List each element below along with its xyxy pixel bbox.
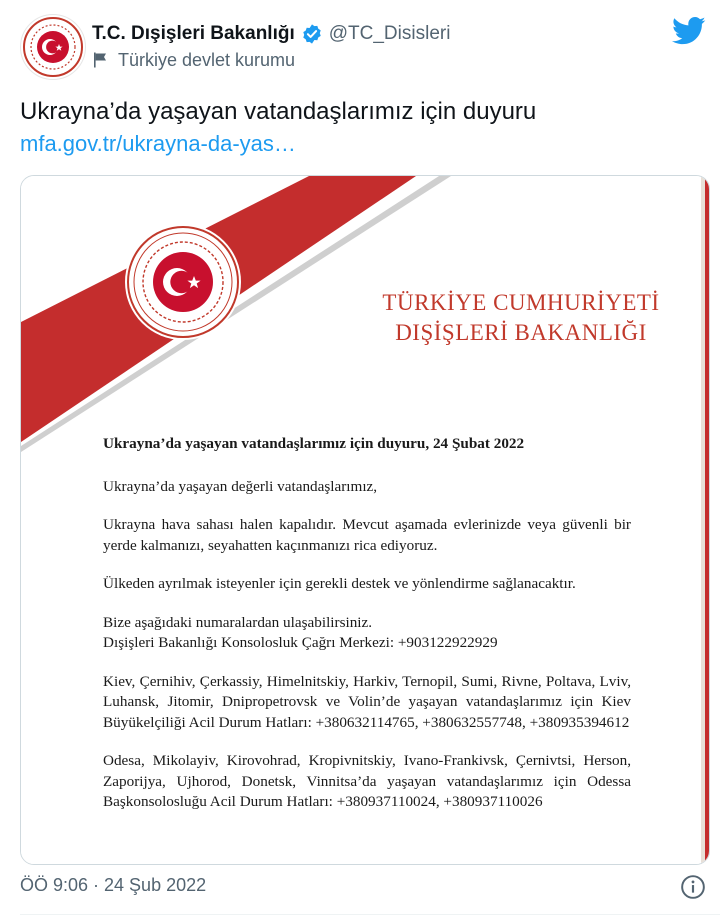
avatar[interactable] bbox=[20, 14, 86, 80]
flag-icon bbox=[92, 51, 110, 69]
author-row bbox=[92, 20, 450, 48]
tweet-timestamp[interactable]: ÖÖ 9:06 · 24 Şub 2022 bbox=[20, 875, 207, 895]
ministry-heading-line2: DIŞİŞLERİ BAKANLIĞI bbox=[395, 320, 647, 345]
document-paragraph: Ukrayna’da yaşayan değerli vatandaşlarımız, bbox=[103, 477, 378, 495]
tweet-media-card[interactable] bbox=[20, 175, 710, 865]
ministry-seal-icon bbox=[21, 15, 85, 79]
document-paragraph: Dışişleri Bakanlığı Konsolosluk Çağrı Merkezi: +903122922929 bbox=[103, 634, 498, 651]
ministry-heading-line1: TÜRKİYE CUMHURİYETİ bbox=[382, 290, 660, 315]
ministry-seal-icon bbox=[125, 224, 241, 340]
divider bbox=[20, 914, 720, 915]
twitter-bird-icon[interactable] bbox=[672, 16, 706, 46]
document-paragraph: Ukrayna hava sahası halen kapalıdır. Mevcut aşamada evlerinizde veya güvenli bir yerde kalmanızı, seyahatten kaçınmanızı rica ediyoruz. bbox=[103, 516, 631, 554]
document-edge-stripe bbox=[705, 176, 709, 864]
announcement-document bbox=[21, 176, 705, 864]
verified-badge-icon bbox=[301, 23, 323, 45]
tweet-text: Ukrayna’da yaşayan vatandaşlarımız için duyuru bbox=[20, 98, 537, 125]
document-paragraph: Bize aşağıdaki numaralardan ulaşabilirsiniz. bbox=[103, 613, 373, 631]
info-icon[interactable] bbox=[680, 874, 706, 900]
display-name[interactable]: T.C. Dışişleri Bakanlığı bbox=[92, 23, 295, 44]
document-paragraph: Kiev, Çernihiv, Çerkassiy, Himelnitskiy, Harkiv, Ternopil, Sumi, Rivne, Poltava, Lviv, Luhansk, Jitomir, Dnipropetrovsk ve Volin’de yaşayan vatandaşlarımız için Kiev Büyükelçiliği Acil Durum Hatları: +380632114765, +380632557748, +380935394612 bbox=[103, 672, 631, 731]
document-paragraph: Ülkeden ayrılmak isteyenler için gerekli destek ve yönlendirme sağlanacaktır. bbox=[103, 575, 576, 592]
document-title: Ukrayna’da yaşayan vatandaşlarımız için duyuru, 24 Şubat 2022 bbox=[103, 435, 525, 452]
document-paragraph: Odesa, Mikolayiv, Kirovohrad, Kropivnitskiy, Ivano-Frankivsk, Çernivtsi, Herson, Zaporijya, Ujhorod, Donetsk, Vinnitsa’da yaşayan vatandaşlarımız için Odessa Başkonsolosluğu Acil Durum Hatları: +380937110024, +380937110026 bbox=[103, 752, 631, 810]
tweet-link[interactable]: mfa.gov.tr/ukrayna-da-yas… bbox=[20, 131, 296, 156]
government-label-text: Türkiye devlet kurumu bbox=[118, 49, 296, 70]
document-body bbox=[103, 434, 631, 831]
author-handle[interactable]: @TC_Disisleri bbox=[328, 23, 451, 44]
government-label[interactable] bbox=[92, 48, 295, 72]
ministry-heading bbox=[381, 288, 661, 348]
